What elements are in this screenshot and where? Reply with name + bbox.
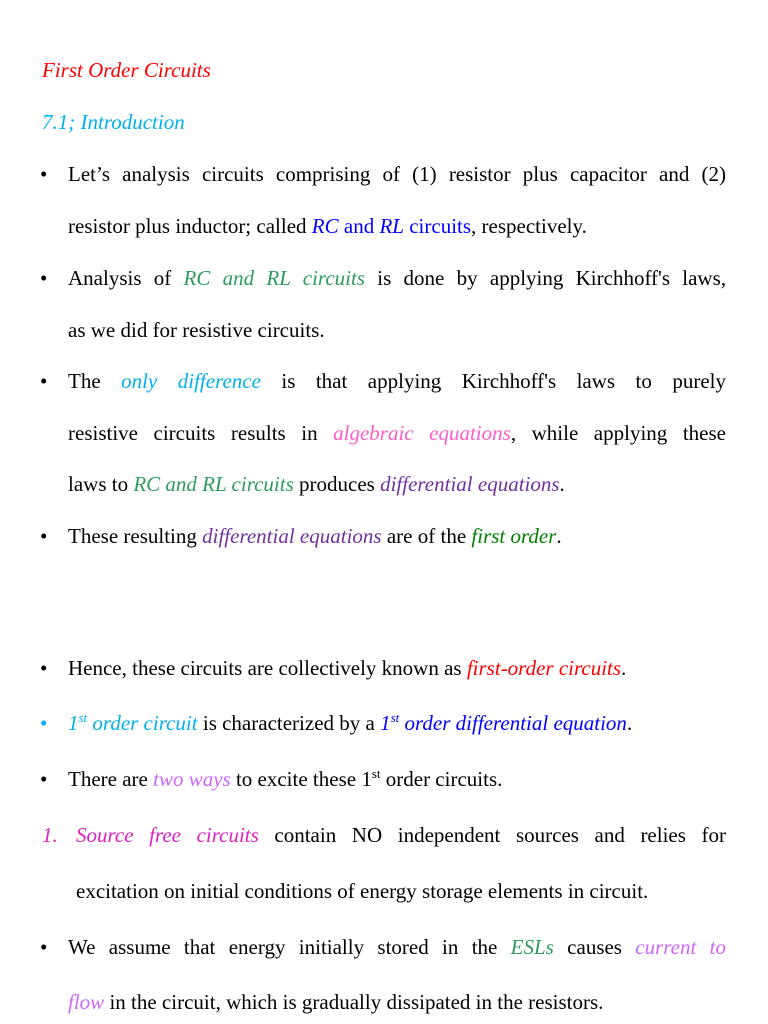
text-run: contain NO independent sources and relies for — [258, 823, 726, 847]
text-run: resistor plus inductor; called — [68, 214, 312, 238]
text-run: . — [559, 472, 565, 496]
document-title: First Order Circuits — [42, 58, 211, 82]
text-run: laws to — [68, 472, 134, 496]
bullet-marker: • — [40, 162, 48, 186]
text-run: is characterized by a — [197, 711, 381, 735]
text-run: to excite these 1 — [230, 767, 372, 791]
text-run: resistive circuits results in — [68, 421, 334, 445]
paragraph-line — [68, 937, 726, 958]
text-run: in the circuit, which is gradually dissipated in the resistors. — [104, 990, 604, 1014]
term-rc: RC — [311, 214, 339, 238]
term-rl: RL — [379, 214, 404, 238]
term-rc-rl-circuits: RC and RL circuits — [133, 472, 294, 496]
term-1st-order-circuit — [68, 711, 198, 735]
list-number: 1. — [42, 823, 58, 847]
text-run: Hence, these circuits are collectively known as — [68, 656, 467, 680]
text-run: . — [556, 524, 562, 548]
text-run: . — [626, 711, 633, 735]
term-first-order-circuits: first-order circuits — [466, 656, 622, 680]
paragraph-line — [68, 268, 726, 289]
text-run: is that applying Kirchhoff's laws to purely — [260, 369, 726, 393]
paragraph-line — [68, 658, 726, 679]
text-run: produces — [293, 472, 381, 496]
text-run: circuits — [403, 214, 472, 238]
text-run: as we did for resistive circuits. — [68, 318, 325, 342]
text-run: . — [621, 656, 627, 680]
term-current-to-flow: flow — [68, 990, 105, 1014]
term-algebraic-equations: algebraic equations — [333, 421, 511, 445]
text-run: These resulting — [68, 524, 203, 548]
text-run: order circuit — [87, 711, 198, 735]
text-run: The — [68, 369, 122, 393]
term-first-order: first order — [471, 524, 557, 548]
bullet-marker: • — [40, 369, 48, 393]
bullet-marker: • — [40, 935, 48, 959]
bullet-marker: • — [40, 767, 48, 791]
paragraph-line — [68, 164, 726, 185]
paragraph-line — [76, 825, 726, 846]
term-only-difference: only difference — [121, 369, 261, 393]
paragraph-line — [68, 371, 726, 392]
bullet-marker: • — [40, 266, 48, 290]
text-run: excitation on initial conditions of energy storage elements in circuit. — [76, 879, 649, 903]
paragraph-line — [68, 526, 726, 547]
term-rc-rl-circuits: RC and RL circuits — [183, 266, 365, 290]
text-run: 1 — [68, 711, 79, 735]
text-run: , while applying these — [510, 421, 726, 445]
paragraph-line — [68, 423, 726, 444]
text-run: We assume that energy initially stored in the — [68, 935, 511, 959]
text-run: and — [338, 214, 380, 238]
superscript: st — [390, 710, 400, 725]
text-run: order differential equation — [399, 711, 627, 735]
superscript: st — [78, 710, 88, 725]
term-differential-equations: differential equations — [202, 524, 382, 548]
text-run: There are — [68, 767, 154, 791]
paragraph-line — [68, 992, 726, 1013]
term-esls: ESLs — [510, 935, 554, 959]
paragraph-line — [68, 216, 726, 237]
bullet-marker: • — [40, 711, 48, 735]
text-run: causes — [553, 935, 636, 959]
text-run: Let’s analysis circuits comprising of (1) resistor plus capacitor and (2) — [68, 162, 726, 186]
paragraph-line — [68, 474, 726, 495]
bullet-marker: • — [40, 656, 48, 680]
term-source-free-circuits: Source free circuits — [76, 823, 259, 847]
bullet-marker: • — [40, 524, 48, 548]
text-run: 1 — [380, 711, 391, 735]
superscript: st — [371, 766, 381, 781]
text-run: order circuits. — [380, 767, 503, 791]
section-heading: 7.1; Introduction — [42, 110, 185, 134]
paragraph-line — [68, 766, 726, 791]
paragraph-line — [68, 710, 726, 735]
term-differential-equations: differential equations — [380, 472, 560, 496]
term-1st-order-differential-equation — [380, 711, 627, 735]
text-run: , respectively. — [471, 214, 587, 238]
term-two-ways: two ways — [153, 767, 231, 791]
term-current-to-flow: current to — [635, 935, 726, 959]
text-run: Analysis of — [68, 266, 184, 290]
paragraph-line — [76, 881, 726, 902]
text-run: are of the — [381, 524, 472, 548]
paragraph-line — [68, 320, 726, 341]
text-run: is done by applying Kirchhoff's laws, — [365, 266, 727, 290]
